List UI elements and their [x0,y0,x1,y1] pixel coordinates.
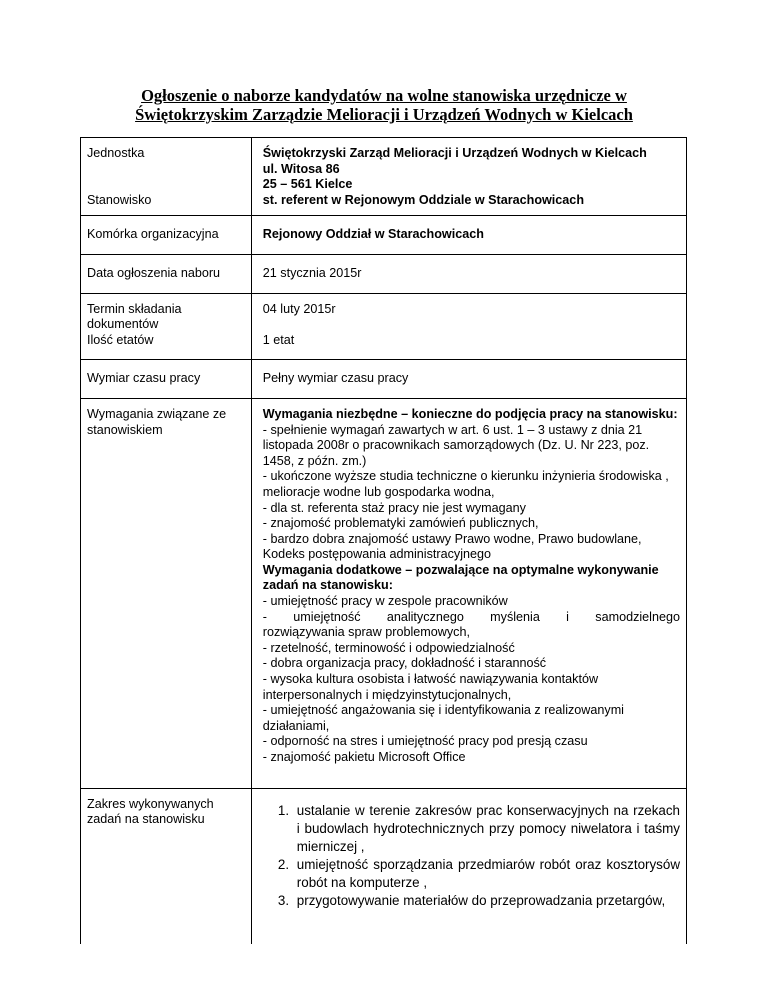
label-data: Data ogłoszenia naboru [87,265,221,280]
label-jednostka: Jednostka [87,146,145,160]
row-termin [81,293,687,333]
wymagania-niezbedne-2: - ukończone wyższe studia techniczne o kierunku inżynieria środowiska , melioracje wodne lub gospodarka wodna, [262,469,669,499]
wymagania-dodatkowe-3: - rzetelność, terminowość i odpowiedzialność [262,640,515,655]
wymagania-niezbedne-4: - znajomość problematyki zamówień publicznych, [262,516,539,531]
row-etaty [81,333,687,360]
label-komorka: Komórka organizacyjna [87,227,219,242]
row-data-ogloszenia [81,254,687,293]
wymagania-dodatkowe-heading: Wymagania dodatkowe – pozwalające na optymalne wykonywanie zadań na stanowisku: [262,562,659,593]
value-etaty: 1 etat [262,332,295,347]
wymagania-dodatkowe-6: - umiejętność angażowania się i identyfikowania z realizowanymi działaniami, [262,703,624,733]
zakres-item: 2. umiejętność sporządzania przedmiarów robót oraz kosztorysów robót na komputerze , [293,856,680,892]
value-stanowisko: st. referent w Rejonowym Oddziale w Starachowicach [262,192,585,207]
label-wymagania: Wymagania związane ze stanowiskiem [87,406,227,437]
wymagania-dodatkowe-5: - wysoka kultura osobista i łatwość nawiązywania kontaktów interpersonalnych i międzyinstytucjonalnych, [262,672,599,702]
row-komorka [81,216,687,255]
wymagania-niezbedne-3: - dla st. referenta staż pracy nie jest wymagany [262,500,526,515]
jednostka-street: ul. Witosa 86 [262,161,340,176]
wymagania-dodatkowe-4: - dobra organizacja pracy, dokładność i staranność [262,656,547,671]
wymagania-dodatkowe-8: - znajomość pakietu Microsoft Office [262,750,466,764]
zakres-item: 1. ustalanie w terenie zakresów prac konserwacyjnych na rzekach i budowlach hydrotechnicznych przy pomocy niwelatora i taśmy mierniczej , [293,802,680,856]
label-wymiar: Wymiar czasu pracy [87,371,201,386]
label-zakres: Zakres wykonywanych zadań na stanowisku [87,796,214,827]
label-termin-1: Termin składania [87,301,182,316]
title-line-1: Ogłoszenie o naborze kandydatów na wolne stanowiska urzędnicze w [141,86,627,105]
row-stanowisko [81,193,687,216]
zakres-list [263,802,680,910]
value-data: 21 stycznia 2015r [262,265,362,280]
label-etaty: Ilość etatów [87,332,154,347]
row-zakres [81,788,687,944]
row-wymagania [81,398,687,788]
wymagania-dodatkowe-2a: - umiejętność analitycznego myślenia i samodzielnego [262,609,680,624]
value-wymiar: Pełny wymiar czasu pracy [262,371,409,386]
zakres-item: 3. przygotowywanie materiałów do przeprowadzania przetargów, [293,892,680,910]
row-jednostka [81,138,687,193]
announcement-table [80,137,687,944]
title-line-2: Świętokrzyskim Zarządzie Melioracji i Urządzeń Wodnych w Kielcach [135,105,633,124]
value-termin: 04 luty 2015r [262,301,336,316]
page-title [80,86,688,124]
wymagania-niezbedne-1: - spełnienie wymagań zawartych w art. 6 ust. 1 – 3 ustawy z dnia 21 listopada 2008r o pracownikach samorządowych (Dz. U. Nr 223, poz. 1458, z późn. zm.) [262,422,650,468]
wymagania-dodatkowe-7: - odporność na stres i umiejętność pracy pod presją czasu [262,734,588,749]
wymagania-niezbedne-heading: Wymagania niezbędne – konieczne do podjęcia pracy na stanowisku: [262,406,678,421]
wymagania-dodatkowe-1: - umiejętność pracy w zespole pracowników [262,594,508,609]
jednostka-postcode: 25 – 561 Kielce [262,177,353,192]
jednostka-name: Świętokrzyski Zarząd Melioracji i Urządzeń Wodnych w Kielcach [262,146,647,160]
label-termin-2: dokumentów [87,317,159,332]
label-stanowisko: Stanowisko [87,192,152,207]
row-wymiar [81,360,687,399]
wymagania-dodatkowe-2b: rozwiązywania spraw problemowych, [262,625,470,640]
wymagania-niezbedne-5: - bardzo dobra znajomość ustawy Prawo wodne, Prawo budowlane, Kodeks postępowania administracyjnego [262,531,642,562]
value-komorka: Rejonowy Oddział w Starachowicach [262,227,484,242]
